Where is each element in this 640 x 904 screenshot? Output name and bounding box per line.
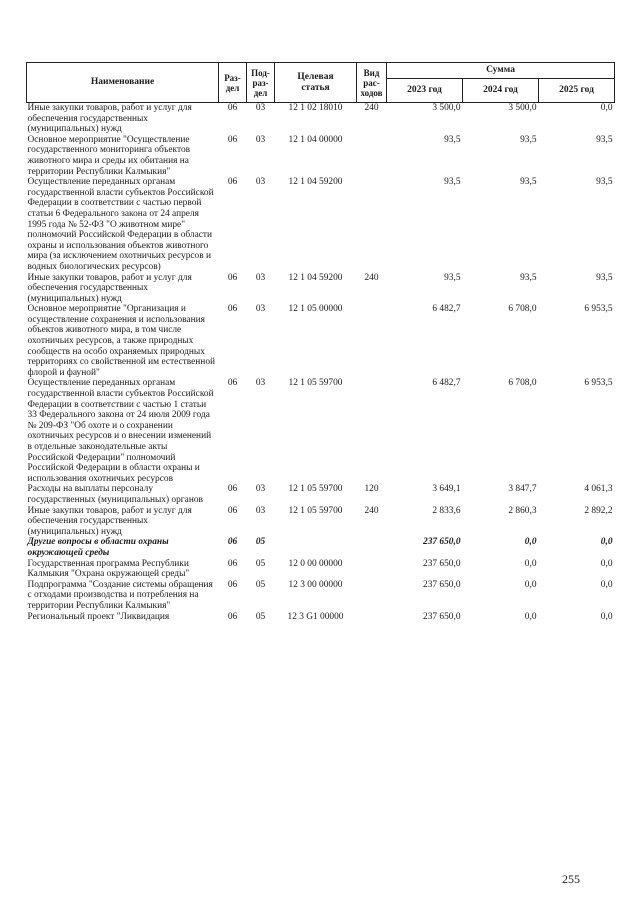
row-sum-2023: 93,5 (444, 134, 461, 145)
table-row (27, 559, 615, 580)
row-name: Иные закупки товаров, работ и услуг для обеспечения государственных (муниципальных) нужд (27, 272, 192, 304)
budget-table (26, 62, 615, 622)
row-target-article: 12 1 04 59200 (288, 272, 343, 283)
row-sum-2024: 6 708,0 (508, 304, 537, 315)
row-sum-2023: 3 500,0 (432, 103, 461, 113)
table-row (27, 580, 615, 612)
row-target-article: 12 3 00 00000 (288, 579, 343, 590)
row-name: Иные закупки товаров, работ и услуг для обеспечения государственных (муниципальных) нужд (27, 505, 192, 537)
row-sum-2023: 6 482,7 (432, 304, 461, 315)
row-sum-2024: 0,0 (524, 579, 537, 590)
row-sum-2025: 93,5 (596, 272, 613, 283)
table-row (27, 612, 615, 623)
row-name: Осуществление переданных органам государственной власти субъектов Российской Федерации в соответствии с частью первой статьи 6 Федерального закона от 24 апреля 1995 года № 52-ФЗ "О животном мире" полномочий Российской Федерации в области охраны и использования объектов животного мира (за исключением охотничьих ресурсов и водных биологических ресурсов) (27, 177, 214, 272)
row-razdel: 06 (227, 484, 238, 495)
header-sum: Сумма (387, 63, 615, 79)
row-razdel: 06 (227, 378, 238, 389)
row-razdel: 06 (227, 134, 238, 145)
row-sum-2023: 2 833,6 (432, 505, 461, 516)
row-podrazdel: 05 (255, 537, 266, 548)
row-podrazdel: 05 (255, 579, 266, 590)
row-target-article: 12 1 02 18010 (288, 103, 343, 113)
row-target-article: 12 3 G1 00000 (287, 611, 344, 622)
row-sum-2025: 93,5 (596, 134, 613, 145)
row-expense-type: 120 (364, 484, 379, 495)
row-name: Подпрограмма "Создание системы обращения с отходами производства и потребления на территории Республики Калмыкия" (27, 579, 213, 611)
table-body (27, 103, 615, 623)
row-sum-2024: 6 708,0 (508, 378, 537, 389)
row-sum-2025: 2 892,2 (584, 505, 613, 516)
header-name: Наименование (27, 63, 219, 103)
header-year-2023: 2023 год (387, 79, 463, 103)
row-target-article (275, 537, 357, 558)
header-expense-type: Вид рас- ходов (357, 63, 387, 103)
table-row (27, 484, 615, 505)
row-expense-type: 240 (364, 103, 379, 113)
row-sum-2025: 0,0 (600, 558, 613, 569)
row-sum-2025: 6 953,5 (584, 304, 613, 315)
header-podrazdel: Под- раз- дел (247, 63, 275, 103)
row-expense-type (357, 537, 387, 558)
row-name: Региональный проект "Ликвидация (27, 611, 170, 622)
row-podrazdel: 03 (255, 134, 266, 145)
row-expense-type: 240 (364, 272, 379, 283)
header-razdel: Раз- дел (219, 63, 247, 103)
row-podrazdel: 03 (255, 177, 266, 188)
row-target-article: 12 0 00 00000 (288, 558, 343, 569)
row-sum-2023: 237 650,0 (423, 579, 461, 590)
row-name: Осуществление переданных органам государственной власти субъектов Российской Федерации в соответствии с частью 1 статьи 33 Федерального закона от 24 июля 2009 года № 209-ФЗ "Об охоте и о сохранении охотничьих ресурсов и о внесении изменений в отдельные законодательные акты Российской Федерации" полномочий Российской Федерации в области охраны и использования охотничьих ресурсов (27, 378, 214, 484)
row-target-article: 12 1 05 59700 (288, 505, 343, 516)
row-sum-2025: 4 061,3 (584, 484, 613, 495)
row-expense-type (357, 612, 387, 623)
table-row (27, 506, 615, 538)
row-razdel: 06 (227, 611, 238, 622)
row-sum-2023: 237 650,0 (423, 611, 461, 622)
table-row (27, 135, 615, 177)
row-podrazdel: 03 (255, 378, 266, 389)
row-sum-2025: 0,0 (600, 611, 613, 622)
row-podrazdel: 03 (255, 304, 266, 315)
row-sum-2024: 3 847,7 (508, 484, 537, 495)
row-sum-2025: 0,0 (600, 537, 613, 548)
row-name: Государственная программа Республики Калмыкия "Охрана окружающей среды" (27, 558, 190, 580)
row-podrazdel: 05 (255, 558, 266, 569)
row-razdel: 06 (227, 177, 238, 188)
row-sum-2025: 93,5 (596, 177, 613, 188)
table-row (27, 103, 615, 135)
row-podrazdel: 03 (255, 272, 266, 283)
row-sum-2023: 6 482,7 (432, 378, 461, 389)
row-sum-2023: 93,5 (444, 272, 461, 283)
row-sum-2024: 3 500,0 (508, 103, 537, 113)
row-razdel: 06 (227, 537, 238, 548)
row-target-article: 12 1 05 00000 (288, 304, 343, 315)
table-row (27, 273, 615, 305)
row-target-article: 12 1 05 59700 (288, 484, 343, 495)
row-podrazdel: 03 (255, 505, 266, 516)
row-sum-2024: 93,5 (520, 177, 537, 188)
row-sum-2024: 93,5 (520, 134, 537, 145)
row-expense-type (357, 378, 387, 484)
row-razdel: 06 (227, 505, 238, 516)
table-row (27, 378, 615, 484)
budget-table-page (26, 62, 614, 622)
row-razdel: 06 (227, 558, 238, 569)
row-sum-2024: 2 860,3 (508, 505, 537, 516)
row-sum-2023: 93,5 (444, 177, 461, 188)
row-expense-type: 240 (364, 505, 379, 516)
row-target-article: 12 1 05 59700 (288, 378, 343, 389)
row-sum-2023: 237 650,0 (423, 537, 461, 548)
row-target-article: 12 1 04 00000 (288, 134, 343, 145)
row-razdel: 06 (227, 304, 238, 315)
row-name: Расходы на выплаты персоналу государственных (муниципальных) органов (27, 484, 203, 505)
table-row (27, 177, 615, 272)
header-year-2024: 2024 год (463, 79, 539, 103)
row-expense-type (357, 135, 387, 177)
row-razdel: 06 (227, 103, 238, 113)
row-podrazdel: 03 (255, 484, 266, 495)
row-sum-2025: 6 953,5 (584, 378, 613, 389)
row-name: Основное мероприятие "Осуществление государственного мониторинга объектов животного мира и среды их обитания на территории Республики Калмыкия" (27, 134, 191, 177)
page-number: 255 (562, 872, 580, 886)
header-year-2025: 2025 год (539, 79, 615, 103)
row-sum-2024: 0,0 (524, 558, 537, 569)
row-expense-type (357, 580, 387, 612)
row-name: Другие вопросы в области охраны окружающей среды (27, 537, 169, 558)
row-expense-type (357, 559, 387, 580)
row-sum-2025: 0,0 (600, 579, 613, 590)
row-expense-type (357, 304, 387, 378)
row-sum-2024: 93,5 (520, 272, 537, 283)
row-razdel: 06 (227, 272, 238, 283)
row-podrazdel: 03 (255, 103, 266, 113)
table-row (27, 537, 615, 558)
row-name: Основное мероприятие "Организация и осуществление сохранения и использования объектов животного мира, в том числе охотничьих ресурсов, а также природных сообществ на особо охраняемых природных территориях со свойственной им естественной флорой и фауной" (27, 304, 216, 378)
header-target-article: Целевая статья (275, 63, 357, 103)
row-target-article: 12 1 04 59200 (288, 177, 343, 188)
table-row (27, 304, 615, 378)
row-sum-2023: 3 649,1 (432, 484, 461, 495)
row-name: Иные закупки товаров, работ и услуг для обеспечения государственных (муниципальных) нужд (27, 103, 192, 135)
row-sum-2025: 0,0 (600, 103, 613, 113)
row-sum-2024: 0,0 (524, 537, 537, 548)
row-sum-2024: 0,0 (524, 611, 537, 622)
row-podrazdel: 05 (255, 611, 266, 622)
row-sum-2023: 237 650,0 (423, 558, 461, 569)
row-expense-type (357, 177, 387, 272)
row-razdel: 06 (227, 579, 238, 590)
